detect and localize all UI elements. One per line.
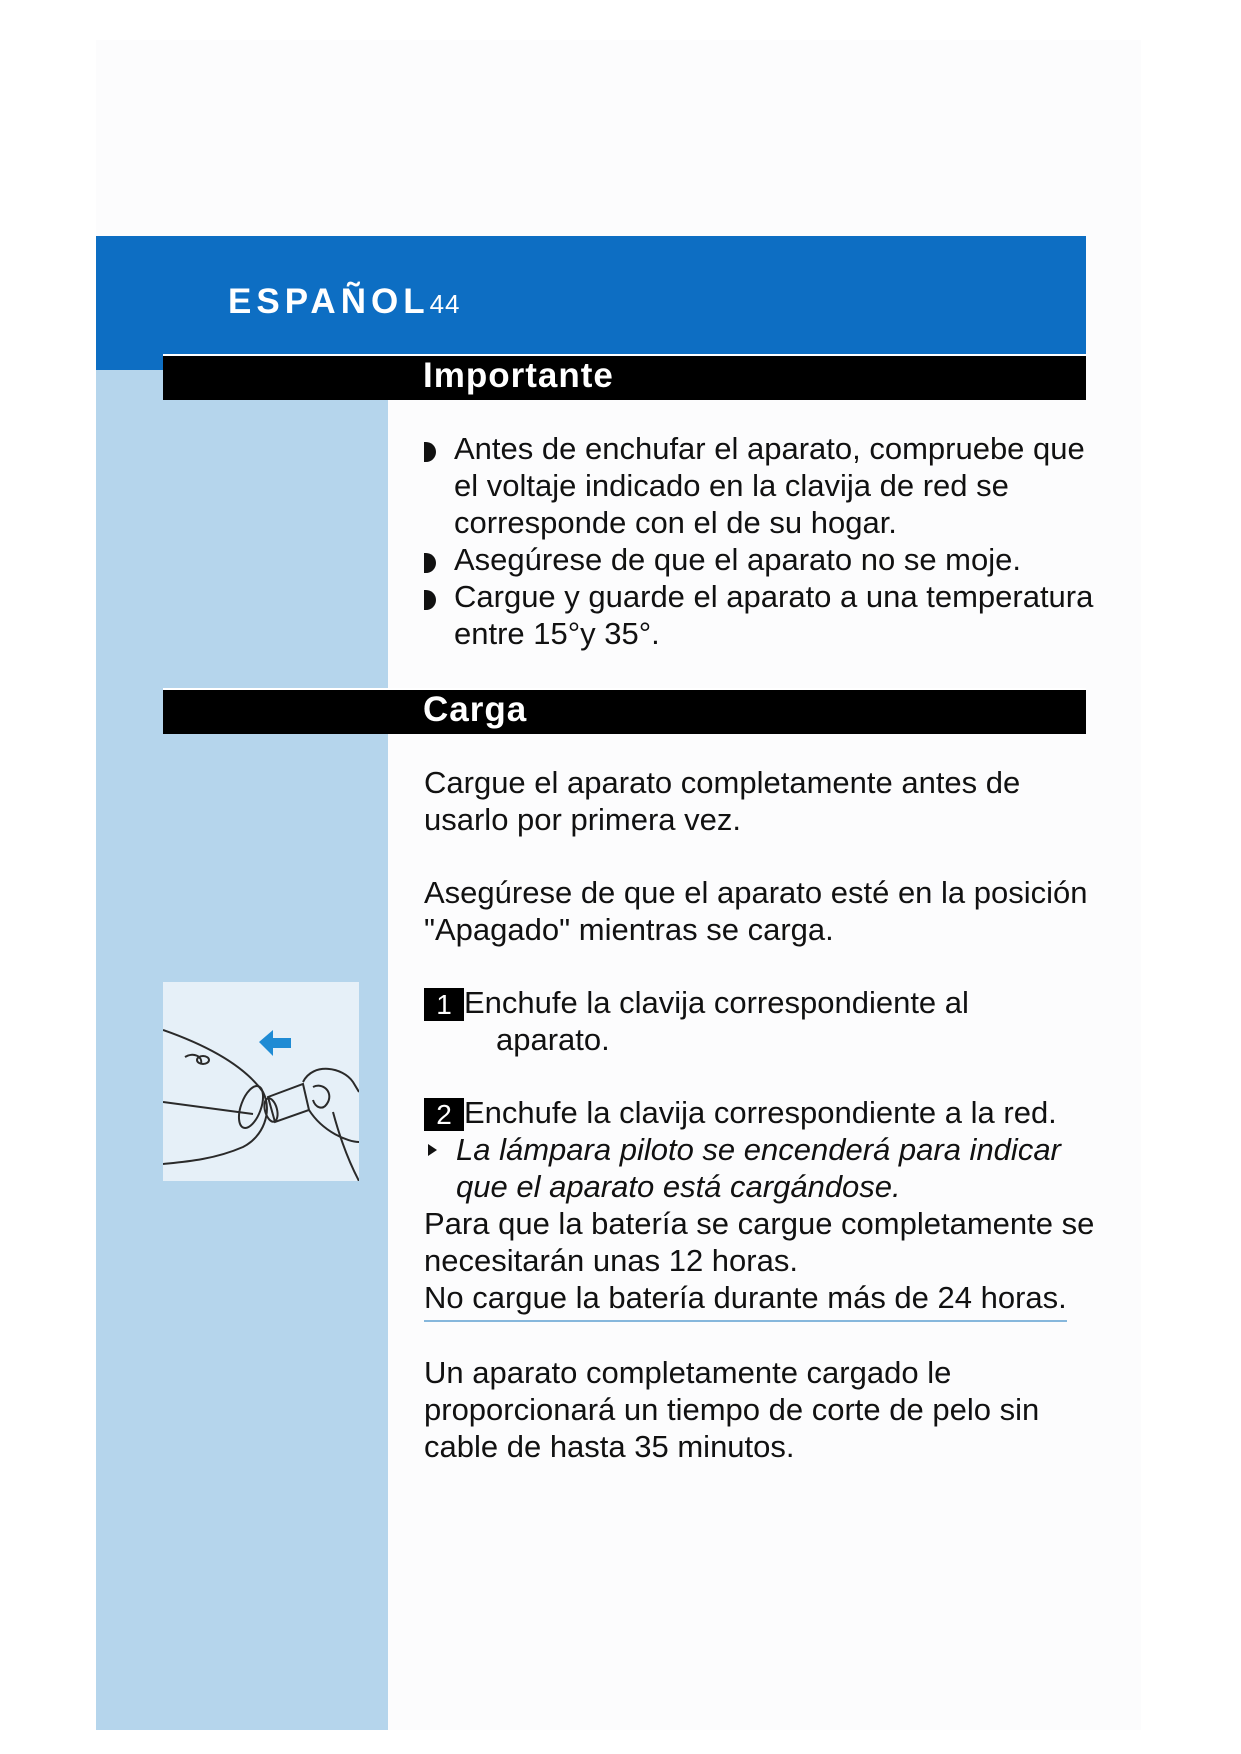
language-label: ESPAÑOL (228, 282, 430, 321)
charger-plug-icon (163, 982, 359, 1181)
warning-note: No cargue la batería durante más de 24 horas. (424, 1279, 1067, 1322)
bullet-text: Cargue y guarde el aparato a una temperatura entre 15°y 35°. (454, 579, 1094, 651)
carga-intro-2: Asegúrese de que el aparato esté en la posición "Apagado" mientras se carga. (424, 875, 1088, 947)
direction-arrow-icon (259, 1030, 291, 1056)
list-item (424, 541, 1096, 578)
step-2 (424, 1094, 1096, 1131)
bullet-icon (424, 553, 436, 573)
section-heading-importante (163, 354, 1086, 400)
list-item (424, 430, 1096, 541)
section-heading-carga (163, 688, 1086, 734)
bullet-text: Asegúrese de que el aparato no se moje. (454, 542, 1021, 577)
page-number: 44 (429, 289, 461, 319)
step-number: 1 (424, 988, 464, 1021)
step-text: Enchufe la clavija correspondiente al (464, 985, 969, 1020)
step-1 (424, 984, 1096, 1058)
language-title (228, 282, 461, 322)
step-text-cont: aparato. (496, 1022, 610, 1057)
bullet-text: Antes de enchufar el aparato, compruebe que el voltaje indicado en la clavija de red se corresponde con el de su hogar. (454, 431, 1085, 540)
list-item (424, 578, 1096, 652)
step-text: Enchufe la clavija correspondiente a la red. (464, 1095, 1057, 1130)
carga-content (424, 764, 1096, 1465)
result-text: La lámpara piloto se encenderá para indicar que el aparato está cargándose. (456, 1132, 1061, 1204)
importante-content (424, 430, 1096, 652)
section-title: Carga (423, 690, 528, 729)
result-arrow-icon (428, 1144, 437, 1156)
bullet-icon (424, 442, 436, 462)
charge-time-note: Para que la batería se cargue completamente se necesitarán unas 12 horas. (424, 1206, 1095, 1278)
runtime-note: Un aparato completamente cargado le proporcionará un tiempo de corte de pelo sin cable de hasta 35 minutos. (424, 1355, 1040, 1464)
charger-illustration (163, 982, 359, 1181)
bullet-icon (424, 590, 436, 610)
section-title: Importante (423, 356, 614, 395)
result-note (424, 1131, 1096, 1205)
step-number: 2 (424, 1098, 464, 1131)
carga-intro-1: Cargue el aparato completamente antes de usarlo por primera vez. (424, 765, 1021, 837)
